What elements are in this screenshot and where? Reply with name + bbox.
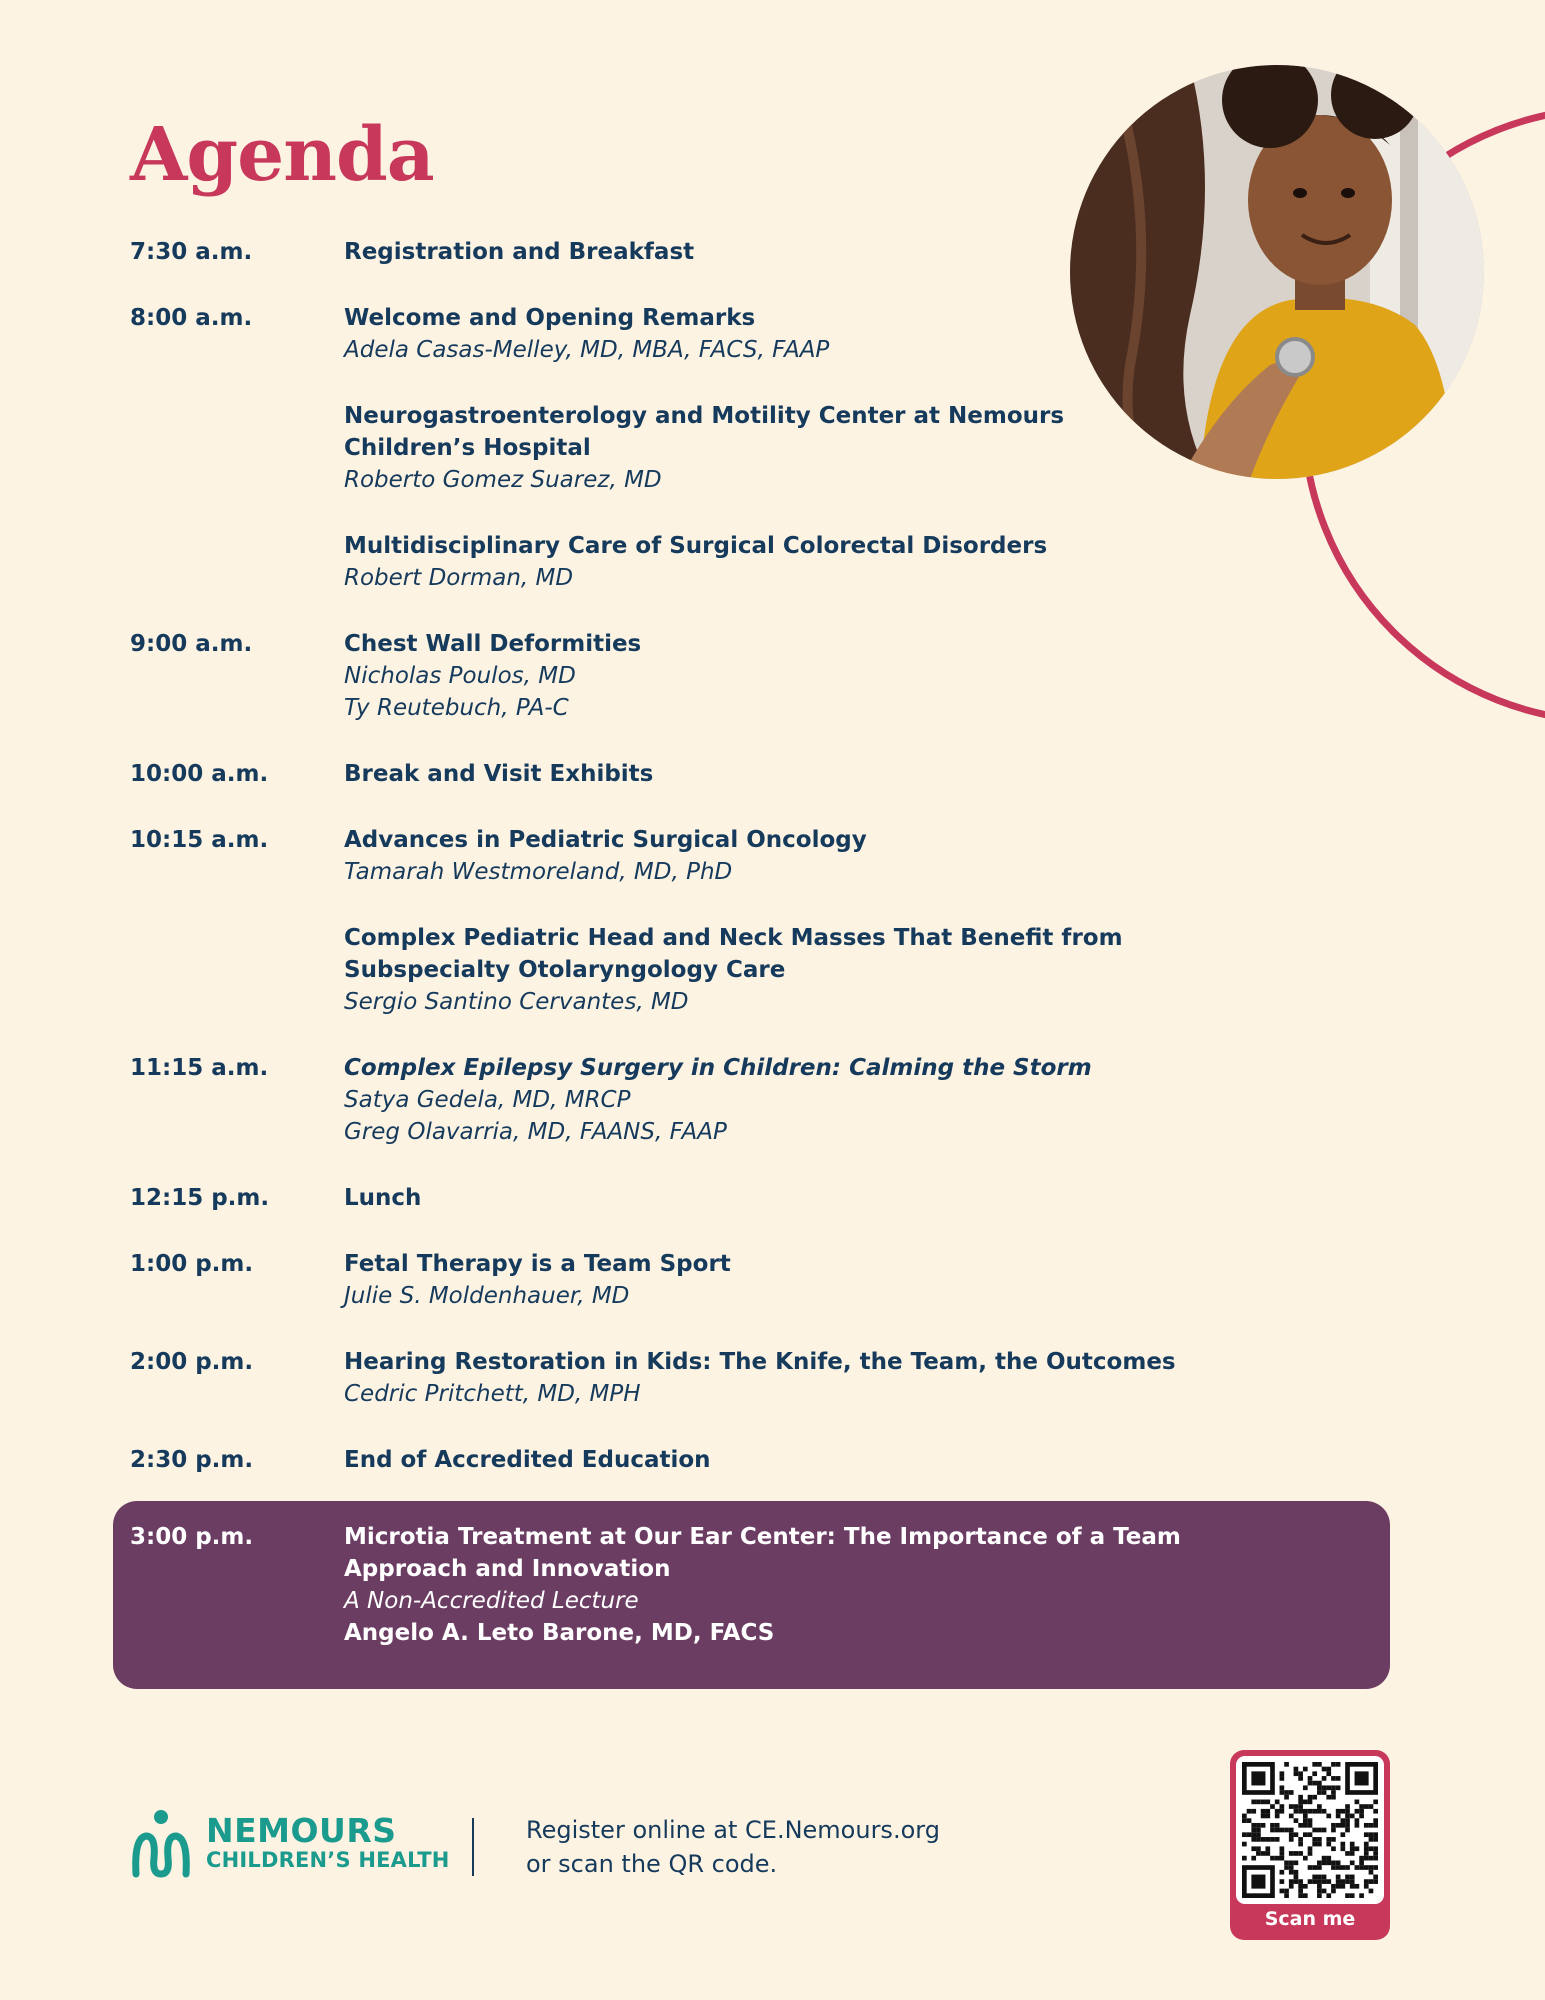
- session-speaker: Robert Dorman, MD: [344, 565, 574, 591]
- session-title: Microtia Treatment at Our Ear Center: The Importance of a Team Approach and Innovation: [344, 1524, 1181, 1582]
- session-title: Registration and Breakfast: [344, 239, 695, 265]
- nemours-mark-icon: [130, 1808, 192, 1878]
- agenda-row: [130, 1182, 1360, 1214]
- session-time: 10:00 a.m.: [130, 761, 269, 787]
- session-speaker: Sergio Santino Cervantes, MD: [344, 989, 689, 1015]
- session-title: End of Accredited Education: [344, 1447, 711, 1473]
- agenda-row: [130, 1346, 1360, 1410]
- session-time: 12:15 p.m.: [130, 1185, 270, 1211]
- agenda-row: [130, 628, 1360, 724]
- session-speaker: Cedric Pritchett, MD, MPH: [344, 1381, 641, 1407]
- session-time: 3:00 p.m.: [130, 1524, 254, 1550]
- session-speaker: Ty Reutebuch, PA-C: [344, 695, 569, 721]
- session-title: Chest Wall Deformities: [344, 631, 642, 657]
- session: [344, 824, 1360, 888]
- session: [344, 922, 1360, 1018]
- session-title: Complex Pediatric Head and Neck Masses That Benefit from Subspecialty Otolaryngology Care: [344, 925, 1123, 983]
- session-title: Neurogastroenterology and Motility Center at Nemours Children’s Hospital: [344, 403, 1065, 461]
- agenda-row: [130, 1444, 1360, 1476]
- logo-subname: CHILDREN’S HEALTH: [206, 1848, 450, 1872]
- session-speaker: Nicholas Poulos, MD: [344, 663, 576, 689]
- session-speaker: Greg Olavarria, MD, FAANS, FAAP: [344, 1119, 727, 1145]
- session-time: 10:15 a.m.: [130, 827, 269, 853]
- agenda-row: [130, 1052, 1360, 1148]
- session-speaker: Julie S. Moldenhauer, MD: [344, 1283, 630, 1309]
- footer-divider: [472, 1818, 474, 1876]
- highlight-session: [113, 1501, 1390, 1689]
- session: [344, 1444, 1360, 1476]
- session-speaker: Roberto Gomez Suarez, MD: [344, 467, 662, 493]
- agenda-row: [130, 236, 1360, 268]
- session-title: Break and Visit Exhibits: [344, 761, 654, 787]
- session-title: Advances in Pediatric Surgical Oncology: [344, 827, 867, 853]
- session: [344, 1346, 1360, 1410]
- session-speaker: Angelo A. Leto Barone, MD, FACS: [344, 1620, 775, 1646]
- agenda-list: [130, 236, 1360, 1510]
- register-line-2: or scan the QR code.: [526, 1850, 778, 1878]
- session-speaker: Tamarah Westmoreland, MD, PhD: [344, 859, 733, 885]
- session-title: Welcome and Opening Remarks: [344, 305, 756, 331]
- page-title: Agenda: [130, 112, 434, 198]
- session-title: Lunch: [344, 1185, 422, 1211]
- session-time: 7:30 a.m.: [130, 239, 253, 265]
- qr-code-badge[interactable]: [1230, 1750, 1390, 1940]
- session: [344, 1182, 1360, 1214]
- register-line-1: Register online at CE.Nemours.org: [526, 1816, 940, 1844]
- agenda-row: [130, 758, 1360, 790]
- session-speaker: Adela Casas-Melley, MD, MBA, FACS, FAAP: [344, 337, 830, 363]
- session: [344, 302, 1360, 366]
- session-subtitle: A Non-Accredited Lecture: [344, 1588, 639, 1614]
- session-time: 9:00 a.m.: [130, 631, 253, 657]
- session: [344, 758, 1360, 790]
- session-title: Hearing Restoration in Kids: The Knife, the Team, the Outcomes: [344, 1349, 1176, 1375]
- session-title: Complex Epilepsy Surgery in Children: Calming the Storm: [344, 1055, 1092, 1081]
- agenda-row: [130, 302, 1360, 594]
- nemours-logo: [130, 1808, 450, 1878]
- logo-name: NEMOURS: [206, 1811, 397, 1850]
- session: [344, 530, 1360, 594]
- qr-label: Scan me: [1264, 1908, 1356, 1930]
- session-time: 2:00 p.m.: [130, 1349, 254, 1375]
- session-time: 1:00 p.m.: [130, 1251, 254, 1277]
- session-time: 11:15 a.m.: [130, 1055, 269, 1081]
- agenda-row: [130, 824, 1360, 1018]
- session: [344, 628, 1360, 724]
- session: [344, 400, 1360, 496]
- session-time: 2:30 p.m.: [130, 1447, 254, 1473]
- session: [344, 236, 1360, 268]
- session-speaker: Satya Gedela, MD, MRCP: [344, 1087, 631, 1113]
- session-title: Fetal Therapy is a Team Sport: [344, 1251, 731, 1277]
- session: [344, 1248, 1360, 1312]
- session-time: 8:00 a.m.: [130, 305, 253, 331]
- register-text: [526, 1813, 940, 1881]
- session-title: Multidisciplinary Care of Surgical Colorectal Disorders: [344, 533, 1048, 559]
- qr-code-icon[interactable]: [1236, 1756, 1384, 1904]
- session: [344, 1052, 1360, 1148]
- agenda-row: [130, 1248, 1360, 1312]
